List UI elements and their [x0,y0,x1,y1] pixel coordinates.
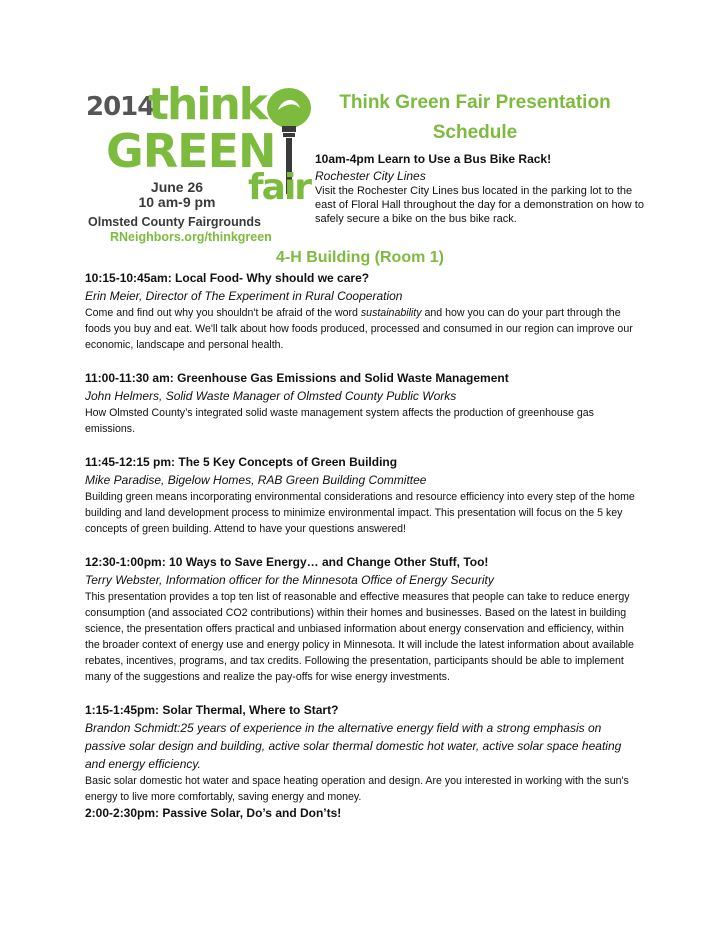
session-description: Basic solar domestic hot water and space heating operation and design. Are you interested in working with the sun's energy to live more comfortably, saving energy and money. [85,775,629,803]
session-speaker: Mike Paradise, Bigelow Homes, RAB Green Building Committee [85,473,427,487]
description-text: and how you can do your part through the foods you buy and eat. We'll talk about how foods produced, processed and consumed in our region can improve our economic, landscape and personal health. [85,307,633,351]
logo-hours: 10 am-9 pm [138,194,216,210]
session-heading: 2:00-2:30pm: Passive Solar, Do’s and Don’ts! [85,806,342,820]
session-description [85,305,640,353]
logo-fair: fair [248,167,311,208]
session-description: Building green means incorporating environmental considerations and resource efficiency into every step of the home building and land development process to minimize environmental impact. This presentation will focus on the 5 key concepts of green building. Attend to have your questions answered! [85,491,635,535]
logo-think: think [148,79,267,130]
session-heading: 10:15-10:45am: Local Food- Why should we care? [85,271,370,285]
schedule-list [85,270,640,822]
session-item [85,370,640,437]
logo-venue: Olmsted County Fairgrounds [88,215,261,229]
session-heading: 12:30-1:00pm: 10 Ways to Save Energy… and Change Other Stuff, Too! [85,555,489,569]
session-speaker: Erin Meier, Director of The Experiment in Rural Cooperation [85,289,403,303]
event-description: Visit the Rochester City Lines bus located in the parking lot to the east of Floral Hall throughout the day for a demonstration on how to safely secure a bike on the bus bike rack. [315,185,644,225]
logo-date-block [122,180,232,210]
section-title: 4-H Building (Room 1) [276,249,444,266]
session-description: This presentation provides a top ten list of reasonable and effective measures that people can take to reduce energy consumption (and associated CO2 contributions) within their homes and businesses. Based on the latest in building science, the presentation offers practical and unbiased information about energy conservation and efficiency, within the broader context of energy use and energy policy in Minnesota. It will include the latest information about available rebates, incentives, programs, and tax credits. Following the presentation, participants should be able to implement many of the suggestions and realize the pay-offs for wise energy investments. [85,591,634,683]
session-speaker: John Helmers, Solid Waste Manager of Olmsted County Public Works [85,389,457,403]
description-emphasis: sustainability [360,307,422,319]
session-heading: 11:00-11:30 am: Greenhouse Gas Emissions and Solid Waste Management [85,371,509,385]
logo-year: 2014 [86,92,155,122]
description-text: Come and find out why you shouldn't be afraid of the word [85,307,361,319]
session-item [85,554,640,685]
session-heading: 11:45-12:15 pm: The 5 Key Concepts of Green Building [85,455,398,469]
page-title: Think Green Fair Presentation Schedule [339,92,611,143]
session-heading: 1:15-1:45pm: Solar Thermal, Where to Start? [85,703,339,717]
session-item [85,702,640,805]
session-speaker: Brandon Schmidt:25 years of experience in the alternative energy field with a strong emphasis on passive solar design and building, active solar thermal domestic hot water, active solar space heating and energy efficiency. [85,721,622,771]
session-item [85,805,640,822]
session-item [85,454,640,537]
event-speaker: Rochester City Lines [315,169,426,183]
top-event [315,152,645,226]
session-description: How Olmsted County’s integrated solid waste management system affects the production of greenhouse gas emissions. [85,407,594,435]
session-speaker: Terry Webster, Information officer for the Minnesota Office of Energy Security [85,573,494,587]
session-item [85,270,640,353]
logo-green: GREEN [106,124,276,178]
event-heading: 10am-4pm Learn to Use a Bus Bike Rack! [315,152,552,166]
logo-date: June 26 [150,179,204,195]
think-green-fair-logo [86,79,318,244]
logo-url: RNeighbors.org/thinkgreen [110,230,272,244]
